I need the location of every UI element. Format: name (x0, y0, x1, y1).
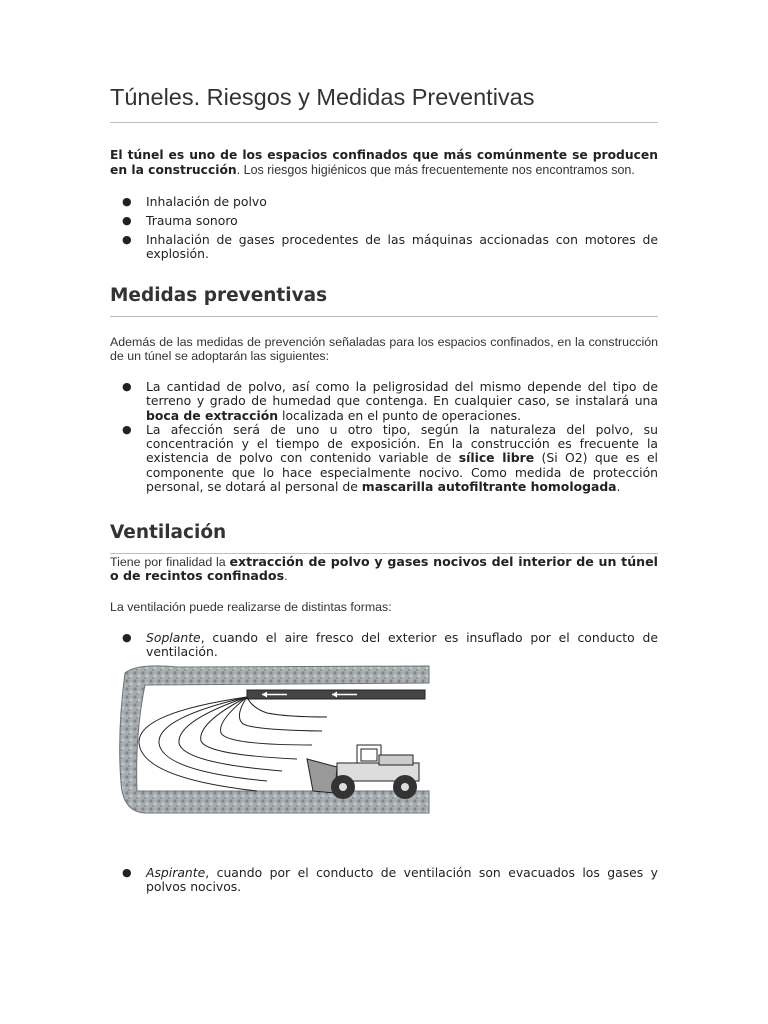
bullet-icon: ● (122, 380, 132, 393)
title-divider (110, 122, 658, 123)
medidas-intro: Además de las medidas de prevención señaladas para los espacios confinados, en la construcción de un túnel se adoptarán las siguientes: (110, 335, 658, 364)
bullet-icon: ● (122, 866, 132, 879)
bullet-icon: ● (122, 213, 132, 227)
list-item: ● La cantidad de polvo, así como la peligrosidad del mismo depende del tipo de terreno y grado de humedad que contenga. En cualquier caso, se instalará una boca de extracción localizada en el punto de operaciones. (122, 379, 658, 423)
section-divider (110, 316, 658, 317)
bullet-icon: ● (122, 195, 132, 208)
list-item: ● Trauma sonoro (122, 212, 238, 228)
intro-rest: . Los riesgos higiénicos que más frecuentemente nos encontramos son. (236, 162, 635, 177)
intro-paragraph (110, 148, 658, 177)
bullet-icon: ● (122, 631, 132, 644)
list-item: ● Soplante, cuando el aire fresco del exterior es insuflado por el conducto de ventilación. (122, 630, 658, 660)
list-item: ● La afección será de uno u otro tipo, según la naturaleza del polvo, su concentración y el tiempo de exposición. En la construcción es frecuente la existencia de polvo con contenido variable de sílice libre (Si O2) que es el componente que lo hace especialmente nocivo. Como medida de protección personal, se dotará al personal de mascarilla autofiltrante homologada. (122, 421, 659, 495)
medidas-list (110, 380, 658, 494)
intro-bold: El túnel es uno de los espacios confinados que más comúnmente se producen en la construcción (110, 148, 658, 177)
soplante-list (110, 631, 658, 660)
list-item: ● Inhalación de polvo (122, 194, 267, 209)
aspirante-list (110, 866, 658, 895)
airflow-lines (139, 697, 327, 791)
bullet-icon: ● (122, 422, 132, 436)
ventilacion-intro: Tiene por finalidad la extracción de polvo y gases nocivos del interior de un túnel o de recintos confinados. (110, 554, 658, 584)
list-item: ● Aspirante, cuando por el conducto de ventilación son evacuados los gases y polvos nocivos. (122, 865, 658, 895)
list-item: ● Inhalación de gases procedentes de las máquinas accionadas con motores de explosión. (122, 231, 658, 261)
section-heading-ventilacion: Ventilación (110, 522, 227, 543)
page-title: Túneles. Riesgos y Medidas Preventivas (110, 84, 535, 110)
tunnel-wall (120, 666, 429, 813)
ventilacion-formas: La ventilación puede realizarse de distintas formas: (110, 600, 392, 614)
ventilation-diagram (117, 663, 433, 815)
risks-list (110, 195, 658, 261)
section-heading-medidas: Medidas preventivas (110, 285, 328, 306)
bullet-icon: ● (122, 232, 132, 246)
